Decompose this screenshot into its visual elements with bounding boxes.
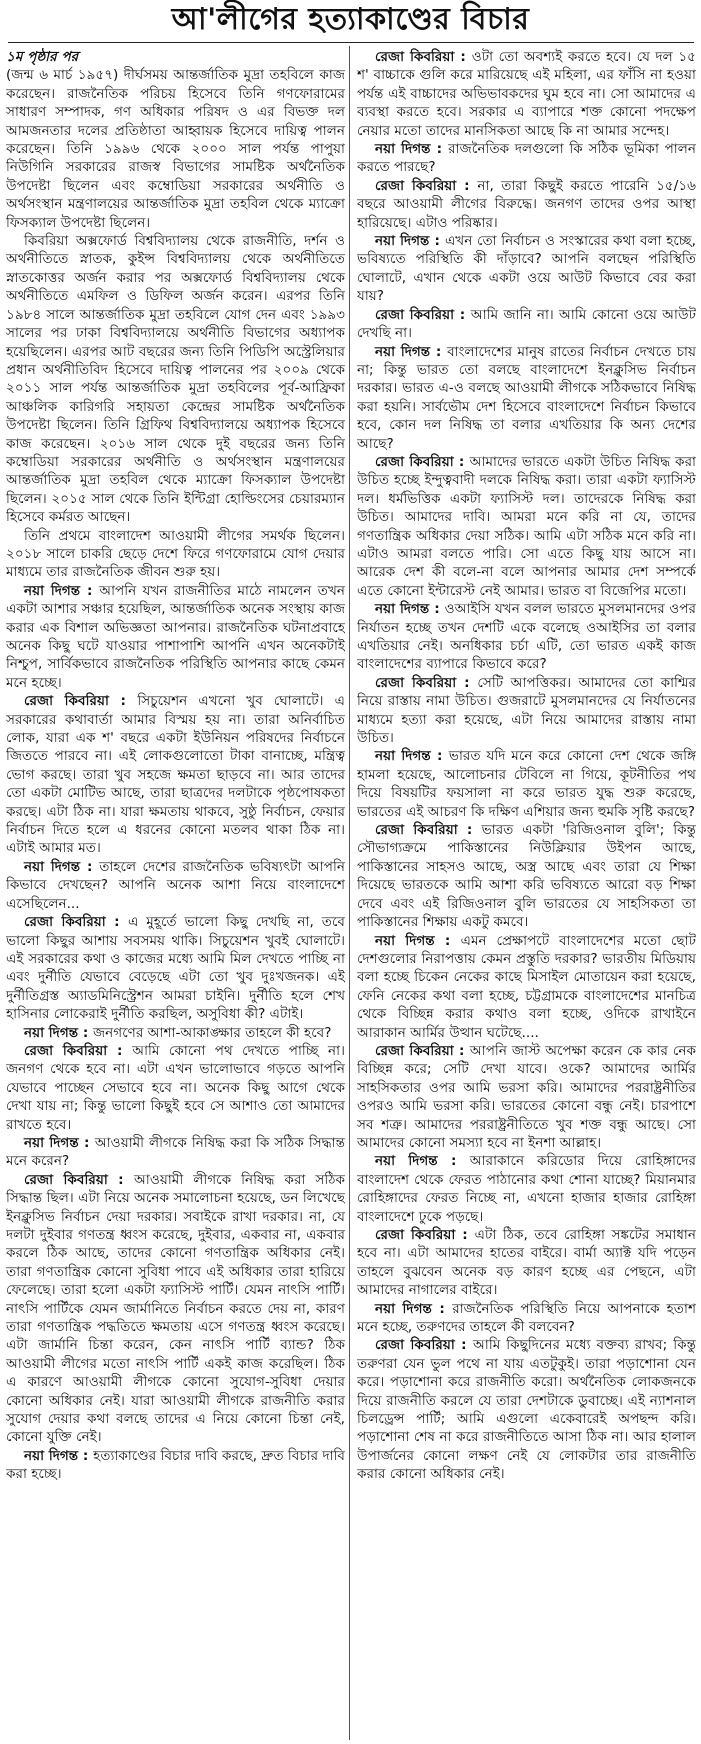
speaker-label: রেজা কিবরিয়া	[24, 1042, 108, 1059]
paragraph-text: বাংলাদেশের মানুষ রাতের নির্বাচন দেখতে চায় না; কিন্তু ভারত তো বলছে বাংলাদেশে ইনক্লুসিভ নির্বাচন দরকার। ভারত এ-ও বলছে আওয়ামী লীগকে সঠিকভাবে নিষিদ্ধ করা হয়নি। সার্বভৌম দেশ হিসেবে বাংলাদেশে নির্বাচন কিভাবে হবে, কোন দল নিষিদ্ধ তা বলার এখতিয়ার কি অন্য দেশের আছে?	[357, 343, 696, 452]
guest-paragraph: রেজা কিবরিয়া : এটা ঠিক, তবে রোহিঙ্গা সঙ্কটের সমাধান হবে না। এটা আমাদের হাতের বাইরে। বার্মা অ্যাক্ট যদি পড়েন তাহলে বুঝবেন অনেক বড় কারণ হচ্ছে এর পেছনে, এটা আমাদের নাগালের বাইরে।	[357, 1227, 696, 1299]
interviewer-paragraph: নয়া দিগন্ত : ভারত যদি মনে করে কোনো দেশ থেকে জঙ্গি হামলা হয়েছে, আলোচনার টেবিলে না গিয়ে, কূটনীতির পথ দিয়ে বিষয়টির ফয়সালা না করে ভারত যুদ্ধ শুরু করেছে, ভারতের এই আচরণ কি দক্ষিণ এশিয়ার জন্য হুমকি সৃষ্টি করছে?	[357, 748, 696, 820]
interviewer-paragraph: নয়া দিগন্ত : জনগণের আশা-আকাঙ্ক্ষার তাহলে কী হবে?	[24, 1024, 332, 1041]
paragraph-text: রাজনৈতিক দলগুলো কি সঠিক ভূমিকা পালন করতে পারছে?	[357, 141, 696, 176]
paragraph-text: রাজনৈতিক পরিস্থিতি নিয়ে আপনাকে হতাশ মনে হচ্ছে, তরুণদের তাহলে কী বলবেন?	[357, 1300, 696, 1336]
paragraph-text: আরাকানে করিডোর দিয়ে রোহিঙ্গাদের বাংলাদেশ থেকে ফেরত পাঠানোর কথা শোনা যাচ্ছে? মিয়ানমার রোহিঙ্গাদের ফেরত নিচ্ছে না, এখনো হাজার হাজার রোহিঙ্গা বাংলাদেশে ঢুকে পড়ছে।	[357, 1153, 696, 1225]
paragraph-text: আপনি জাস্ট অপেক্ষা করেন কে কার নেক বিচ্ছিন্ন করে; সেটি দেখা যাবে। ওকে? আমাদের আর্মির সাহসিকতার ওপর আমি ভরসা করি। আমাদের পররাষ্ট্রনীতির ওপরও আমি ভরসা করি। ভারতের কোনো বন্ধু নেই। চারপাশে সব শত্রু। আমাদের পররাষ্ট্রনীতিতে খুব শক্ত বন্ধু আছে। সো আমাদের কোনো সমস্যা হবে না ইনশা আল্লাহ।	[357, 1042, 696, 1151]
bio-paragraph	[6, 527, 345, 582]
paragraph-text: আমি কিছুদিনের মধ্যে বক্তব্য রাখব; কিন্তু তরুণরা যেন ভুল পথে না যায় এতটুকুই। তারা পড়াশোনা যেন করে। পড়াশোনা করে রাজনীতি করো। অর্থনৈতিক লোকজনকে দিয়ে রাজনীতি করলে যে তারা দেশটাকে ডুবাচ্ছে। এই ন্যাশনাল চিলড্রেন্স পার্টি; আমি এগুলো একেবারেই অপছন্দ করি। পড়াশোনা শেষ না করে রাজনীতিতে আসা ঠিক না। আর হালাল উপার্জনের কোনো লক্ষণ নেই যে লোকটার তার রাজনীতি করার কোনো অধিকার নেই।	[357, 1337, 696, 1483]
paragraph-text: ওআইসি যখন বলল ভারতে মুসলমানদের ওপর নির্যাতন হচ্ছে তখন দেশটি একে বলেছে ওআইসির তা বলার এখতিয়ার নেই। অনধিকার চর্চা এটি, তো ভারত একই কাজ বাংলাদেশের ব্যাপারে কিভাবে করে?	[357, 601, 696, 673]
speaker-label: রেজা কিবরিয়া	[375, 1042, 454, 1059]
speaker-label: রেজা কিবরিয়া	[24, 914, 106, 931]
speaker-label: নয়া দিগন্ত	[24, 582, 81, 599]
speaker-label: নয়া দিগন্ত	[24, 1024, 79, 1041]
paragraph-text: তাহলে দেশের রাজনৈতিক ভবিষ্যৎটা আপনি কিভাবে দেখছেন? আপনি অনেক আশা নিয়ে বাংলাদেশে এসেছিলেন...	[6, 858, 345, 912]
guest-paragraph: রেজা কিবরিয়া : সিচুয়েশন এখনো খুব ঘোলাটে। এ সরকারের কথাবার্তা আমার বিস্ময় হয় না। তারা অনির্বাচিত লোক, যারা এক শ' বছরে একটা ইউনিয়ন পরিষদের নির্বাচনে জিততে পারবে না। এই লোকগুলোতো টাকা বানাচ্ছে, মন্ত্রিত্ব ভোগ করছে। তারা খুব সহজে ক্ষমতা ছাড়বে না। আর তাদের তো একটা মোটিভ আছে, তারা ছাত্রদের দলটাকে পৃষ্ঠপোষকতা করছে। এটা ঠিক না। যারা ক্ষমতায় থাকবে, সুষ্ঠু নির্বাচন, ফেয়ার নির্বাচন দিতে হলে এ ধরনের কোনো মতলব থাকা ঠিক না। এটাই আমার মত।	[6, 693, 345, 857]
speaker-label: নয়া দিগন্ত	[24, 1447, 79, 1464]
paragraph-text: কিবরিয়া অক্সফোর্ড বিশ্ববিদ্যালয় থেকে রাজনীতি, দর্শন ও অর্থনীতিতে স্নাতক, কুইন্স বিশ্ববিদ্যালয় থেকে অর্থনীতিতে স্নাতকোত্তর অর্জন করার পর অক্সফোর্ড বিশ্ববিদ্যালয় থেকে অর্থনীতিতে এমফিল ও ডিফিল অর্জন করেন। এরপর তিনি ১৯৮৪ সালে আন্তর্জাতিক মুদ্রা তহবিলে যোগ দেন এবং ১৯৯৩ সালের পর ঢাকা বিশ্ববিদ্যালয়ে অর্থনীতি বিভাগের অধ্যাপক হয়েছিলেন। এরপর আট বছরের জন্য তিনি পিডিপি অস্ট্রেলিয়ার প্রধান অর্থনীতিবিদ হিসেবে দায়িত্ব পালনের পর ২০০৯ থেকে ২০১১ সাল পর্যন্ত আন্তর্জাতিক মুদ্রা তহবিলের পূর্ব-আফ্রিকা আঞ্চলিক কারিগরি সহায়তা কেন্দ্রের সামষ্টিক অর্থনৈতিক উপদেষ্টা ছিলেন। তিনি গ্রিফিথ বিশ্ববিদ্যালয়ে অধ্যাপক হিসেবে কাজ করেছেন। ২০১৬ সাল থেকে দুই বছরের জন্য তিনি কম্বোডিয়া সরকারের অর্থনীতি ও অর্থসংস্থান মন্ত্রণালয়ের আন্তর্জাতিক মুদ্রা তহবিল থেকে ম্যাক্রো ফিসক্যাল উপদেষ্টা ছিলেন। ২০১৫ সাল থেকে তিনি ইন্টিগ্রা হোল্ডিংসের চেয়ারম্যান হিসেবে কর্মরত আছেন।	[6, 233, 345, 526]
guest-paragraph: রেজা কিবরিয়া : সেটি আপত্তিকর। আমাদের তো কাশ্মির নিয়ে রাস্তায় নামা উচিত। গুজরাটে মুসলমানদের যে নির্যাতনের মাধ্যমে হত্যা করা হয়েছে, এটা নিয়ে আমাদের রাস্তায় নামা উচিত।	[357, 674, 696, 747]
guest-paragraph: রেজা কিবরিয়া : আওয়ামী লীগকে নিষিদ্ধ করা সঠিক সিদ্ধান্ত ছিল। এটা নিয়ে অনেক সমালোচনা হয়েছে, ডন লিখেছে ইনক্লুসিভ নির্বাচন দেয়া দরকার। সবাইকে রাখা দরকার। না, যে দলটা দুইবার গণতন্ত্র ধ্বংস করেছে, দুইবার, একবার না, একবার করলে ঠিক আছে, তাদের কোনো গণতান্ত্রিক অধিকার নেই। তারা গণতান্ত্রিক কোনো সুবিধা পাবে এই অধিকার তারা হারিয়ে ফেলেছে। তারা হলো একটা ফ্যাসিস্ট পার্টি। যেমন নাৎসি পার্টি। নাৎসি পার্টিকে যেমন জার্মানিতে নির্বাচন করতে দেয় না, কারণ তারা গণতান্ত্রিক পদ্ধতিতে ক্ষমতায় এসে গণতন্ত্র ধ্বংস করেছে। এটা জার্মানি চিন্তা করেন, কেন নাৎসি পার্টি ব্যান্ড? ঠিক আওয়ামী লীগের মতো নাৎসি পার্টি একই কাজ করেছিল। ঠিক এ কারণে আওয়ামী লীগকে কোনো সুযোগ-সুবিধা দেয়ার কোনো অধিকার নেই। যারা আওয়ামী লীগকে রাজনীতি করার সুযোগ দেয়ার কথা বলছে তাদের এ নিয়ে কোনো চিন্তা নেই, কোনো যুক্তি নেই।	[6, 1171, 345, 1446]
paragraph-text: এমন প্রেক্ষাপটে বাংলাদেশের মতো ছোট দেশগুলোর নিরাপত্তায় কেমন প্রস্তুতি দরকার? ভারতীয় মিডিয়ায় বলা হচ্ছে চিকেন নেকের কাছে মিসাইল মোতায়েন করা হয়েছে, ফেনি নেকের কথা বলা হচ্ছে, চট্টগ্রামকে বাংলাদেশের মানচিত্র থেকে বিচ্ছিন্ন করার কথাও বলা হচ্ছে, ওদিকে রাখাইনে আরাকান আর্মির উত্থান ঘটেছে....	[357, 932, 696, 1041]
paragraph-text: সিচুয়েশন এখনো খুব ঘোলাটে। এ সরকারের কথাবার্তা আমার বিস্ময় হয় না। তারা অনির্বাচিত লোক, যারা এক শ' বছরে একটা ইউনিয়ন পরিষদের নির্বাচনে জিততে পারবে না। এই লোকগুলোতো টাকা বানাচ্ছে, মন্ত্রিত্ব ভোগ করছে। তারা খুব সহজে ক্ষমতা ছাড়বে না। আর তাদের তো একটা মোটিভ আছে, তারা ছাত্রদের দলটাকে পৃষ্ঠপোষকতা করছে। এটা ঠিক না। যারা ক্ষমতায় থাকবে, সুষ্ঠু নির্বাচন, ফেয়ার নির্বাচন দিতে হলে এ ধরনের কোনো মতলব থাকা ঠিক না। এটাই আমার মত।	[6, 693, 345, 857]
guest-paragraph: রেজা কিবরিয়া : আমি জানি না। আমি কোনো ওয়ে আউট দেখছি না।	[357, 306, 696, 342]
interviewer-paragraph: নয়া দিগন্ত : আপনি যখন রাজনীতির মাঠে নামলেন তখন একটা আশার সঞ্চার হয়েছিল, আন্তর্জাতিক অনেক সংস্থায় কাজ করার এক বিশাল অভিজ্ঞতা আপনার। রাজনৈতিক ঘটনাপ্রবাহে অনেক কিছু ঘটে যাওয়ার পাশাপাশি আপনি এখন অনেকটাই নিশ্চুপ, সার্বিকভাবে রাজনৈতিক পরিস্থিতি আপনার কাছে কেমন মনে হচ্ছে।	[6, 582, 345, 691]
paragraph-text: ভারত যদি মনে করে কোনো দেশ থেকে জঙ্গি হামলা হয়েছে, আলোচনার টেবিলে না গিয়ে, কূটনীতির পথ দিয়ে বিষয়টির ফয়সালা না করে ভারত যুদ্ধ শুরু করেছে, ভারতের এই আচরণ কি দক্ষিণ এশিয়ার জন্য হুমকি সৃষ্টি করছে?	[357, 748, 696, 820]
interviewer-paragraph: নয়া দিগন্ত : আরাকানে করিডোর দিয়ে রোহিঙ্গাদের বাংলাদেশ থেকে ফেরত পাঠানোর কথা শোনা যাচ্ছে? মিয়ানমার রোহিঙ্গাদের ফেরত নিচ্ছে না, এখনো হাজার হাজার রোহিঙ্গা বাংলাদেশে ঢুকে পড়ছে।	[357, 1153, 696, 1225]
guest-paragraph: রেজা কিবরিয়া : আমাদের ভারতে একটা উচিত নিষিদ্ধ করা উচিত হচ্ছে ইন্দুত্ববাদী দলকে নিষিদ্ধ করা। তারা একটা ফ্যাসিস্ট দল। ধর্মভিত্তিক একটা ফ্যাসিস্ট দল। তাদেরকে নিষিদ্ধ করা উচিত। আমাদের দাবি। আমরা মনে করি না যে, তাদের গণতান্ত্রিক অধিকার দেয়া সঠিক। আমি এটা সঠিক মনে করি না। এটাও আমরা বলতে পারি। সো এতে কিছু যায় আসে না। আরেক দেশ কী বলে-না বলে আপনার আমার দেশ সম্পর্কে এতে কোনো ইন্টারেস্ট নেই আমার। ভারত বা বিজেপির মতো।	[357, 453, 696, 599]
article-column-left	[6, 48, 345, 1740]
interviewer-paragraph: নয়া দিগন্ত : বাংলাদেশের মানুষ রাতের নির্বাচন দেখতে চায় না; কিন্তু ভারত তো বলছে বাংলাদেশে ইনক্লুসিভ নির্বাচন দরকার। ভারত এ-ও বলছে আওয়ামী লীগকে সঠিকভাবে নিষিদ্ধ করা হয়নি। সার্বভৌম দেশ হিসেবে বাংলাদেশে নির্বাচন কিভাবে হবে, কোন দল নিষিদ্ধ তা বলার এখতিয়ার কি অন্য দেশের আছে?	[357, 343, 696, 452]
interviewer-paragraph: নয়া দিগন্ত : হত্যাকাণ্ডের বিচার দাবি করছে, দ্রুত বিচার দাবি করা হচ্ছে।	[6, 1447, 345, 1483]
speaker-label: রেজা কিবরিয়া	[375, 177, 457, 194]
speaker-label: নয়া দিগন্ত	[375, 233, 430, 250]
bio-paragraph	[6, 232, 345, 527]
speaker-label: রেজা কিবরিয়া	[375, 674, 457, 691]
paragraph-text: হত্যাকাণ্ডের বিচার দাবি করছে, দ্রুত বিচার দাবি করা হচ্ছে।	[6, 1447, 345, 1483]
column-divider	[349, 46, 350, 1740]
paragraph-text: আমি জানি না। আমি কোনো ওয়ে আউট দেখছি না।	[357, 306, 696, 342]
speaker-label: নয়া দিগন্ত	[375, 932, 435, 949]
speaker-label: নয়া দিগন্ত	[375, 343, 431, 360]
paragraph-text: আওয়ামী লীগকে নিষিদ্ধ করা কি সঠিক সিদ্ধান্ত মনে করেন?	[6, 1134, 345, 1170]
guest-paragraph: রেজা কিবরিয়া : আপনি জাস্ট অপেক্ষা করেন কে কার নেক বিচ্ছিন্ন করে; সেটি দেখা যাবে। ওকে? আমাদের আর্মির সাহসিকতার ওপর আমি ভরসা করি। আমাদের পররাষ্ট্রনীতির ওপরও আমি ভরসা করি। ভারতের কোনো বন্ধু নেই। চারপাশে সব শত্রু। আমাদের পররাষ্ট্রনীতিতে খুব শক্ত বন্ধু আছে। সো আমাদের কোনো সমস্যা হবে না ইনশা আল্লাহ।	[357, 1042, 696, 1151]
paragraph-text: ওটা তো অবশ্যই করতে হবে। যে দল ১৫ শ' বাচ্চাকে গুলি করে মারিয়েছে এই মহিলা, এর ফাঁসি না হওয়া পর্যন্ত এই বাচ্চাদের অভিভাবকদের ঘুম হবে না। সো আমাদের এ ব্যবস্থা করতে হবে। সরকার এ ব্যাপারে শক্ত কোনো পদক্ষেপ নেয়ার মতো তাদের মানসিকতা আছে কি না আমার সন্দেহ।	[357, 49, 696, 139]
speaker-label: রেজা কিবরিয়া	[375, 1227, 456, 1243]
paragraph-text: আমি কোনো পথ দেখতে পাচ্ছি না। জনগণ থেকে হবে না। এটা এখন ভালোভাবে গড়তে আপনি যেভাবে পাচ্ছেন সেভাবে হবে না। অনেক কিছু আগে থেকে দেখা যায় না; কিন্তু ভালো কিছুই হবে সে আশাও তো আমাদের রাখতে হবে।	[6, 1042, 345, 1133]
paragraph-text: আমাদের ভারতে একটা উচিত নিষিদ্ধ করা উচিত হচ্ছে ইন্দুত্ববাদী দলকে নিষিদ্ধ করা। তারা একটা ফ্যাসিস্ট দল। ধর্মভিত্তিক একটা ফ্যাসিস্ট দল। তাদেরকে নিষিদ্ধ করা উচিত। আমাদের দাবি। আমরা মনে করি না যে, তাদের গণতান্ত্রিক অধিকার দেয়া সঠিক। আমি এটা সঠিক মনে করি না। এটাও আমরা বলতে পারি। সো এতে কিছু যায় আসে না। আরেক দেশ কী বলে-না বলে আপনার আমার দেশ সম্পর্কে এতে কোনো ইন্টারেস্ট নেই আমার। ভারত বা বিজেপির মতো।	[357, 453, 696, 599]
interviewer-paragraph: নয়া দিগন্ত : এখন তো নির্বাচন ও সংস্কারের কথা বলা হচ্ছে, ভবিষ্যতে পরিস্থিতি কী দাঁড়াবে? আপনি বলছেন পরিস্থিতি ঘোলাটে, এখান থেকে একটা ওয়ে আউট কিভাবে বের করা যায়?	[357, 233, 696, 305]
guest-paragraph: রেজা কিবরিয়া : ভারত একটা 'রিজিওনাল বুলি'; কিন্তু সৌভাগ্যক্রমে পাকিস্তানের নিউক্লিয়ার উইপন আছে, পাকিস্তানের সাহসও আছে, অস্ত্র আছে এবং তারা যে শিক্ষা দিয়েছে ভারতকে আমি আশা করি ভবিষ্যতে আরো বড় শিক্ষা দেবে এবং এই রিজিওনাল বুলি ভারতের যে সাহসিকতা তা পাকিস্তানের শিক্ষায় একটু কমবে।	[357, 822, 696, 931]
speaker-label: রেজা কিবরিয়া	[375, 453, 454, 470]
paragraph-text: (জন্ম ৬ মার্চ ১৯৫৭) দীর্ঘসময় আন্তর্জাতিক মুদ্রা তহবিলে কাজ করেছেন। রাজনৈতিক পরিচয় হিসেবে তিনি গণফোরামের সাধারণ সম্পাদক, গণ অধিকার পরিষদ ও এর বিভক্ত দল আমজনতার দলের প্রতিষ্ঠাতা আহ্বায়ক হিসেবে দায়িত্ব পালন করেছেন। তিনি ১৯৯৬ থেকে ২০০০ সাল পর্যন্ত পাপুয়া নিউগিনি সরকারের রাজস্ব বিভাগের সামষ্টিক অর্থনৈতিক উপদেষ্টা ছিলেন এবং কম্বোডিয়া সরকারের অর্থনীতি ও অর্থসংস্থান মন্ত্রণালয়ের আন্তর্জাতিক মুদ্রা তহবিল থেকে ম্যাক্রো ফিসক্যাল উপদেষ্টা ছিলেন।	[6, 67, 345, 231]
paragraph-text: তিনি প্রথমে বাংলাদেশ আওয়ামী লীগের সমর্থক ছিলেন। ২০১৮ সালে চাকরি ছেড়ে দেশে ফিরে গণফোরামে যোগ দেয়ার মাধ্যমে তার রাজনৈতিক জীবন শুরু হয়।	[6, 527, 345, 581]
headline: আ'লীগের হত্যাকাণ্ডের বিচার	[171, 2, 530, 37]
bio-paragraph	[6, 48, 345, 232]
paragraph-text: এখন তো নির্বাচন ও সংস্কারের কথা বলা হচ্ছে, ভবিষ্যতে পরিস্থিতি কী দাঁড়াবে? আপনি বলছেন পরিস্থিতি ঘোলাটে, এখান থেকে একটা ওয়ে আউট কিভাবে বের করা যায়?	[357, 233, 696, 305]
speaker-label: নয়া দিগন্ত	[375, 601, 430, 618]
interviewer-paragraph: নয়া দিগন্ত : ওআইসি যখন বলল ভারতে মুসলমানদের ওপর নির্যাতন হচ্ছে তখন দেশটি একে বলেছে ওআইসির তা বলার এখতিয়ার নেই। অনধিকার চর্চা এটি, তো ভারত একই কাজ বাংলাদেশের ব্যাপারে কিভাবে করে?	[357, 601, 696, 673]
speaker-label: নয়া দিগন্ত	[375, 141, 431, 158]
speaker-label: রেজা কিবরিয়া	[375, 49, 455, 65]
interviewer-paragraph: নয়া দিগন্ত : এমন প্রেক্ষাপটে বাংলাদেশের মতো ছোট দেশগুলোর নিরাপত্তায় কেমন প্রস্তুতি দরকার? ভারতীয় মিডিয়ায় বলা হচ্ছে চিকেন নেকের কাছে মিসাইল মোতায়েন করা হয়েছে, ফেনি নেকের কথা বলা হচ্ছে, চট্টগ্রামকে বাংলাদেশের মানচিত্র থেকে বিচ্ছিন্ন করার কথাও বলা হচ্ছে, ওদিকে রাখাইনে আরাকান আর্মির উত্থান ঘটেছে....	[357, 932, 696, 1041]
paragraph-text: ভারত একটা 'রিজিওনাল বুলি'; কিন্তু সৌভাগ্যক্রমে পাকিস্তানের নিউক্লিয়ার উইপন আছে, পাকিস্তানের সাহসও আছে, অস্ত্র আছে এবং তারা যে শিক্ষা দিয়েছে ভারতকে আমি আশা করি ভবিষ্যতে আরো বড় শিক্ষা দেবে এবং এই রিজিওনাল বুলি ভারতের যে সাহসিকতা তা পাকিস্তানের শিক্ষায় একটু কমবে।	[357, 822, 696, 931]
speaker-label: নয়া দিগন্ত	[24, 858, 81, 875]
speaker-label: রেজা কিবরিয়া	[375, 306, 455, 323]
paragraph-text: এ মুহূর্তে ভালো কিছু দেখছি না, তবে ভালো কিছুর আশায় সবসময় থাকি। সিচুয়েশন খুবই ঘোলাটে। এই সরকারের কথা ও কাজের মধ্যে আমি মিল দেখতে পাচ্ছি না এবং দুর্নীতি যেভাবে বেড়েছে এটা তো খুব দুঃখজনক। এই দুর্নীতিগ্রস্ত অ্যাডমিনিস্ট্রেশন আমরা চাইনি। দুর্নীতি হলে শেখ হাসিনার লোকেরাই দুর্নীতি করছিল, অসুবিধা কী? এটাই।	[6, 914, 345, 1023]
guest-paragraph: রেজা কিবরিয়া : ওটা তো অবশ্যই করতে হবে। যে দল ১৫ শ' বাচ্চাকে গুলি করে মারিয়েছে এই মহিলা, এর ফাঁসি না হওয়া পর্যন্ত এই বাচ্চাদের অভিভাবকদের ঘুম হবে না। সো আমাদের এ ব্যবস্থা করতে হবে। সরকার এ ব্যাপারে শক্ত কোনো পদক্ষেপ নেয়ার মতো তাদের মানসিকতা আছে কি না আমার সন্দেহ।	[357, 49, 696, 139]
guest-paragraph: রেজা কিবরিয়া : আমি কোনো পথ দেখতে পাচ্ছি না। জনগণ থেকে হবে না। এটা এখন ভালোভাবে গড়তে আপনি যেভাবে পাচ্ছেন সেভাবে হবে না। অনেক কিছু আগে থেকে দেখা যায় না; কিন্তু ভালো কিছুই হবে সে আশাও তো আমাদের রাখতে হবে।	[6, 1042, 345, 1133]
article-column-right	[357, 48, 696, 1740]
guest-paragraph: রেজা কিবরিয়া : না, তারা কিছুই করতে পারেনি ১৫/১৬ বছরে আওয়ামী লীগের বিরুদ্ধে। জনগণ তাদের ওপর আস্থা হারিয়েছে। এটাও পরিষ্কার।	[357, 177, 696, 231]
paragraph-text: সেটি আপত্তিকর। আমাদের তো কাশ্মির নিয়ে রাস্তায় নামা উচিত। গুজরাটে মুসলমানদের যে নির্যাতনের মাধ্যমে হত্যা করা হয়েছে, এটা নিয়ে আমাদের রাস্তায় নামা উচিত।	[357, 674, 696, 747]
interviewer-paragraph: নয়া দিগন্ত : তাহলে দেশের রাজনৈতিক ভবিষ্যৎটা আপনি কিভাবে দেখছেন? আপনি অনেক আশা নিয়ে বাংলাদেশে এসেছিলেন...	[6, 858, 345, 912]
paragraph-text: আপনি যখন রাজনীতির মাঠে নামলেন তখন একটা আশার সঞ্চার হয়েছিল, আন্তর্জাতিক অনেক সংস্থায় কাজ করার এক বিশাল অভিজ্ঞতা আপনার। রাজনৈতিক ঘটনাপ্রবাহে অনেক কিছু ঘটে যাওয়ার পাশাপাশি আপনি এখন অনেকটাই নিশ্চুপ, সার্বিকভাবে রাজনৈতিক পরিস্থিতি আপনার কাছে কেমন মনে হচ্ছে।	[6, 582, 345, 691]
guest-paragraph: রেজা কিবরিয়া : এ মুহূর্তে ভালো কিছু দেখছি না, তবে ভালো কিছুর আশায় সবসময় থাকি। সিচুয়েশন খুবই ঘোলাটে। এই সরকারের কথা ও কাজের মধ্যে আমি মিল দেখতে পাচ্ছি না এবং দুর্নীতি যেভাবে বেড়েছে এটা তো খুব দুঃখজনক। এই দুর্নীতিগ্রস্ত অ্যাডমিনিস্ট্রেশন আমরা চাইনি। দুর্নীতি হলে শেখ হাসিনার লোকেরাই দুর্নীতি করছিল, অসুবিধা কী? এটাই।	[6, 914, 345, 1023]
continued-from-label: ১ম পৃষ্ঠার পর	[6, 49, 79, 65]
interviewer-paragraph: নয়া দিগন্ত : রাজনৈতিক পরিস্থিতি নিয়ে আপনাকে হতাশ মনে হচ্ছে, তরুণদের তাহলে কী বলবেন?	[357, 1300, 696, 1336]
speaker-label: রেজা কিবরিয়া	[24, 693, 109, 710]
speaker-label: নয়া দিগন্ত	[375, 1153, 438, 1170]
paragraph-text: এটা ঠিক, তবে রোহিঙ্গা সঙ্কটের সমাধান হবে না। এটা আমাদের হাতের বাইরে। বার্মা অ্যাক্ট যদি পড়েন তাহলে বুঝবেন অনেক বড় কারণ হচ্ছে এর পেছনে, এটা আমাদের নাগালের বাইরে।	[357, 1227, 696, 1299]
speaker-label: নয়া দিগন্ত	[375, 1300, 432, 1317]
interviewer-paragraph: নয়া দিগন্ত : রাজনৈতিক দলগুলো কি সঠিক ভূমিকা পালন করতে পারছে?	[357, 141, 696, 176]
guest-paragraph: রেজা কিবরিয়া : আমি কিছুদিনের মধ্যে বক্তব্য রাখব; কিন্তু তরুণরা যেন ভুল পথে না যায় এতটুকুই। তারা পড়াশোনা যেন করে। পড়াশোনা করে রাজনীতি করো। অর্থনৈতিক লোকজনকে দিয়ে রাজনীতি করলে যে তারা দেশটাকে ডুবাচ্ছে। এই ন্যাশনাল চিলড্রেন্স পার্টি; আমি এগুলো একেবারেই অপছন্দ করি। পড়াশোনা শেষ না করে রাজনীতিতে আসা ঠিক না। আর হালাল উপার্জনের কোনো লক্ষণ নেই যে লোকটার তার রাজনীতি করার কোনো অধিকার নেই।	[357, 1337, 696, 1483]
speaker-label: রেজা কিবরিয়া	[375, 1337, 455, 1354]
interviewer-paragraph: নয়া দিগন্ত : আওয়ামী লীগকে নিষিদ্ধ করা কি সঠিক সিদ্ধান্ত মনে করেন?	[6, 1134, 345, 1170]
speaker-label: নয়া দিগন্ত	[375, 748, 431, 765]
speaker-label: রেজা কিবরিয়া	[24, 1171, 108, 1188]
paragraph-text: জনগণের আশা-আকাঙ্ক্ষার তাহলে কী হবে?	[93, 1024, 332, 1041]
paragraph-text: আওয়ামী লীগকে নিষিদ্ধ করা সঠিক সিদ্ধান্ত ছিল। এটা নিয়ে অনেক সমালোচনা হয়েছে, ডন লিখেছে ইনক্লুসিভ নির্বাচন দেয়া দরকার। সবাইকে রাখা দরকার। না, যে দলটা দুইবার গণতন্ত্র ধ্বংস করেছে, দুইবার, একবার না, একবার করলে ঠিক আছে, তাদের কোনো গণতান্ত্রিক অধিকার নেই। তারা গণতান্ত্রিক কোনো সুবিধা পাবে এই অধিকার তারা হারিয়ে ফেলেছে। তারা হলো একটা ফ্যাসিস্ট পার্টি। যেমন নাৎসি পার্টি। নাৎসি পার্টিকে যেমন জার্মানিতে নির্বাচন করতে দেয় না, কারণ তারা গণতান্ত্রিক পদ্ধতিতে ক্ষমতায় এসে গণতন্ত্র ধ্বংস করেছে। এটা জার্মানি চিন্তা করেন, কেন নাৎসি পার্টি ব্যান্ড? ঠিক আওয়ামী লীগের মতো নাৎসি পার্টি একই কাজ করেছিল। ঠিক এ কারণে আওয়ামী লীগকে কোনো সুযোগ-সুবিধা দেয়ার কোনো অধিকার নেই। যারা আওয়ামী লীগকে রাজনীতি করার সুযোগ দেয়ার কথা বলছে তাদের এ নিয়ে কোনো চিন্তা নেই, কোনো যুক্তি নেই।	[6, 1171, 345, 1446]
headline-rule	[8, 42, 694, 43]
speaker-label: রেজা কিবরিয়া	[375, 822, 458, 839]
speaker-label: নয়া দিগন্ত	[24, 1134, 79, 1151]
paragraph-text: না, তারা কিছুই করতে পারেনি ১৫/১৬ বছরে আওয়ামী লীগের বিরুদ্ধে। জনগণ তাদের ওপর আস্থা হারিয়েছে। এটাও পরিষ্কার।	[357, 177, 696, 231]
